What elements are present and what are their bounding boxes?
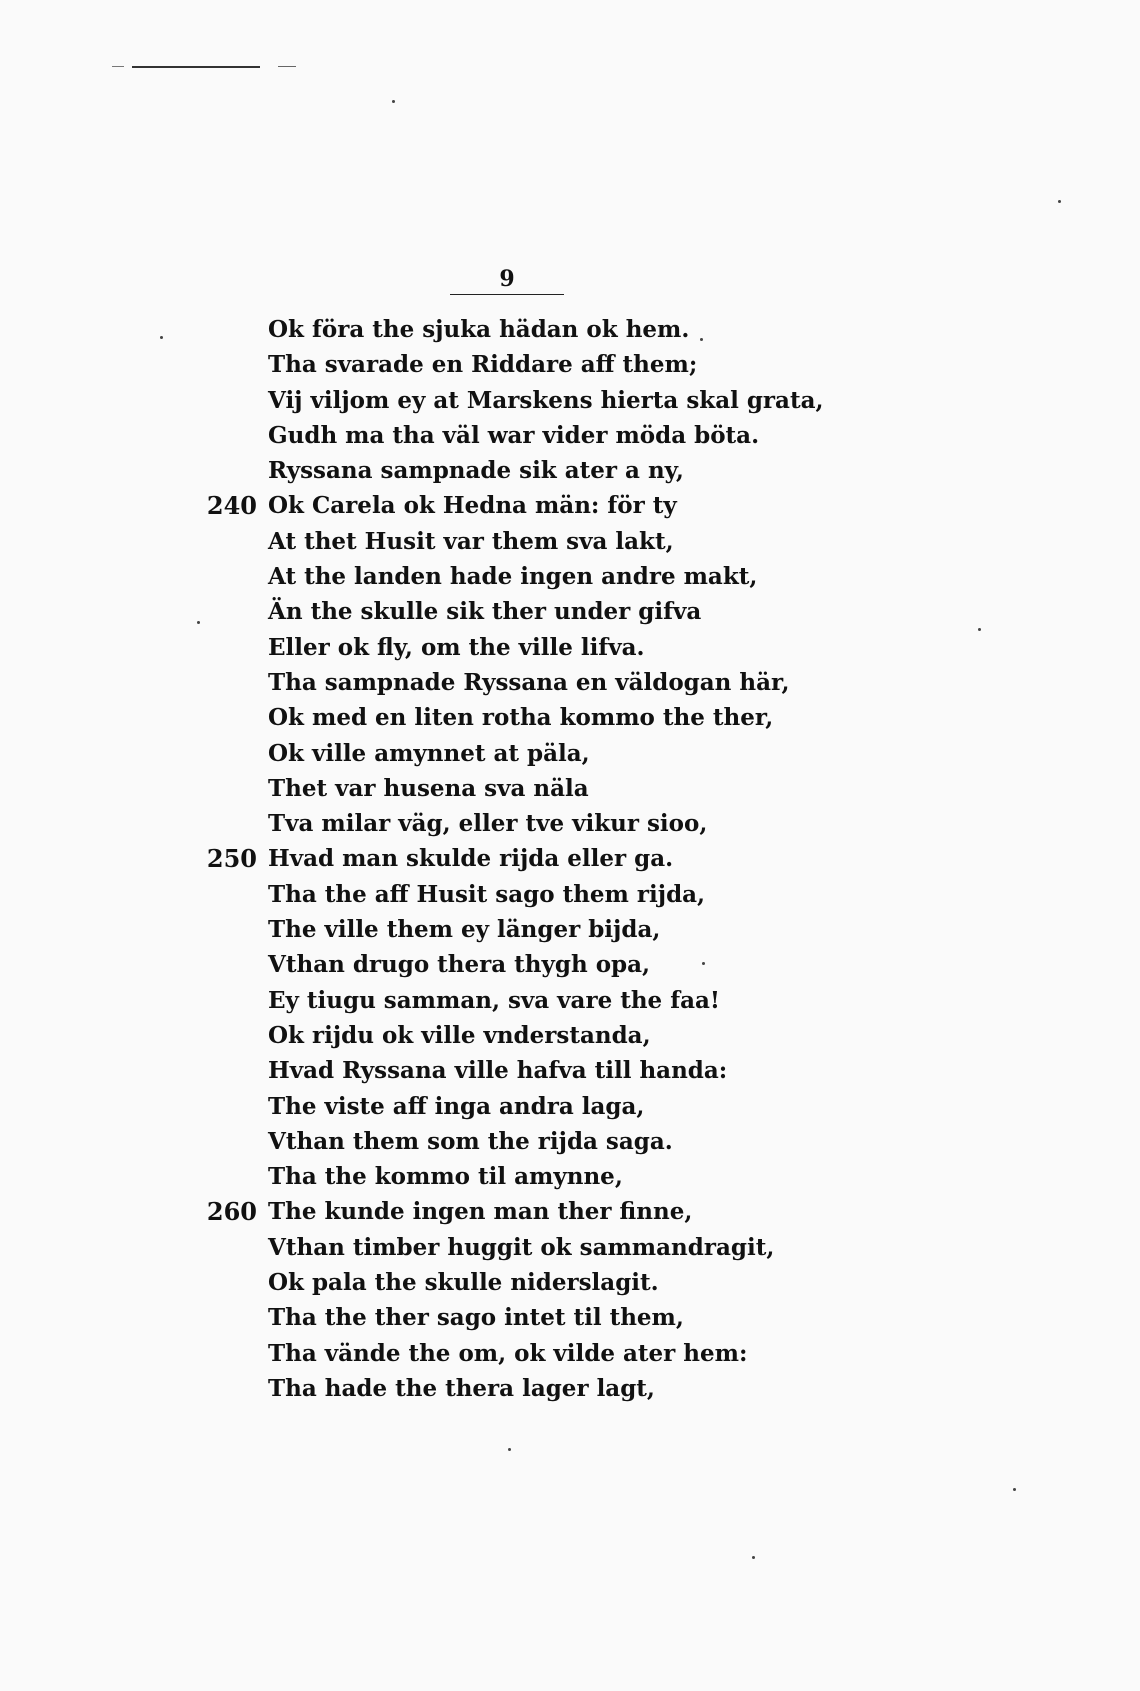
verse-line [0, 524, 1140, 559]
paper-speck [1058, 200, 1061, 203]
top-edge-mark [278, 66, 296, 67]
paper-speck [392, 100, 395, 103]
verse-line [0, 877, 1140, 912]
paper-speck [978, 628, 981, 631]
verse-line [0, 771, 1140, 806]
verse-line [0, 347, 1140, 382]
line-text: Ok med en liten rotha kommo the ther, [268, 704, 774, 732]
verse-line [0, 806, 1140, 841]
verse-line [0, 1194, 1140, 1229]
line-text: Tva milar väg, eller tve vikur sioo, [268, 810, 708, 838]
verse-line [0, 983, 1140, 1018]
line-text: Tha vände the om, ok vilde ater hem: [268, 1339, 748, 1367]
verse-line [0, 947, 1140, 982]
line-text: Ryssana sampnade sik ater a ny, [268, 457, 684, 485]
verse-line [0, 418, 1140, 453]
line-text: The viste aff inga andra laga, [268, 1092, 645, 1120]
verse-line [0, 594, 1140, 629]
verse-line [0, 1053, 1140, 1088]
line-text: Ok Carela ok Hedna män: för ty [268, 492, 677, 520]
verse-line [0, 736, 1140, 771]
page-number: 9 [499, 266, 515, 292]
line-text: Tha the aff Husit sago them rijda, [268, 880, 706, 908]
verse-line [0, 841, 1140, 876]
line-text: The ville them ey länger bijda, [268, 916, 661, 944]
line-text: Vthan drugo thera thygh opa, [268, 951, 651, 979]
verse-line [0, 1089, 1140, 1124]
top-edge-rule [132, 66, 260, 68]
line-text: Ok pala the skulle niderslagit. [268, 1269, 659, 1297]
line-text: Än the skulle sik ther under gifva [268, 598, 702, 626]
paper-speck [752, 1556, 755, 1559]
line-text: Vij viljom ey at Marskens hierta skal grata, [268, 386, 824, 414]
line-text: At the landen hade ingen andre makt, [268, 563, 758, 591]
line-text: The kunde ingen man ther finne, [268, 1198, 693, 1226]
verse-line [0, 1371, 1140, 1406]
line-number: 240 [206, 491, 257, 521]
verse-line [0, 488, 1140, 523]
paper-speck [197, 621, 200, 624]
line-text: Tha hade the thera lager lagt, [268, 1374, 655, 1402]
line-text: At thet Husit var them sva lakt, [268, 527, 674, 555]
verse-line [0, 383, 1140, 418]
line-text: Thet var husena sva näla [268, 774, 589, 802]
line-text: Tha the ther sago intet til them, [268, 1304, 684, 1332]
verse-line [0, 453, 1140, 488]
paper-speck [1013, 1488, 1016, 1491]
verse-line [0, 665, 1140, 700]
line-text: Ok föra the sjuka hädan ok hem. [268, 316, 690, 343]
line-number: 250 [206, 844, 257, 874]
verse-line [0, 1300, 1140, 1335]
verse-line [0, 559, 1140, 594]
line-text: Ok ville amynnet at päla, [268, 739, 590, 767]
line-text: Vthan timber huggit ok sammandragit, [268, 1233, 775, 1261]
line-text: Tha svarade en Riddare aff them; [268, 351, 698, 379]
verse-line [0, 312, 1140, 347]
verse-line [0, 700, 1140, 735]
top-edge-mark [112, 66, 124, 67]
line-text: Ok rijdu ok ville vnderstanda, [268, 1021, 651, 1049]
page-number-rule [450, 294, 564, 295]
paper-speck [508, 1448, 511, 1451]
line-text: Gudh ma tha väl war vider möda böta. [268, 421, 760, 449]
line-text: Tha sampnade Ryssana en väldogan här, [268, 668, 790, 696]
paper-speck [702, 962, 705, 965]
verse-line [0, 912, 1140, 947]
verse-line [0, 1230, 1140, 1265]
paper-speck [700, 338, 703, 341]
line-text: Ey tiugu samman, sva vare the faa! [268, 986, 720, 1014]
line-text: Eller ok fly, om the ville lifva. [268, 633, 645, 661]
verse-line [0, 1124, 1140, 1159]
verse-line [0, 1336, 1140, 1371]
verse-text [0, 312, 1140, 1406]
verse-line [0, 630, 1140, 665]
line-text: Hvad man skulde rijda eller ga. [268, 845, 674, 873]
line-text: Hvad Ryssana ville hafva till handa: [268, 1057, 728, 1085]
line-text: Vthan them som the rijda saga. [268, 1127, 673, 1155]
verse-line [0, 1265, 1140, 1300]
verse-line [0, 1159, 1140, 1194]
paper-speck [160, 336, 163, 339]
line-text: Tha the kommo til amynne, [268, 1163, 623, 1191]
line-number: 260 [206, 1197, 257, 1227]
verse-line [0, 1018, 1140, 1053]
